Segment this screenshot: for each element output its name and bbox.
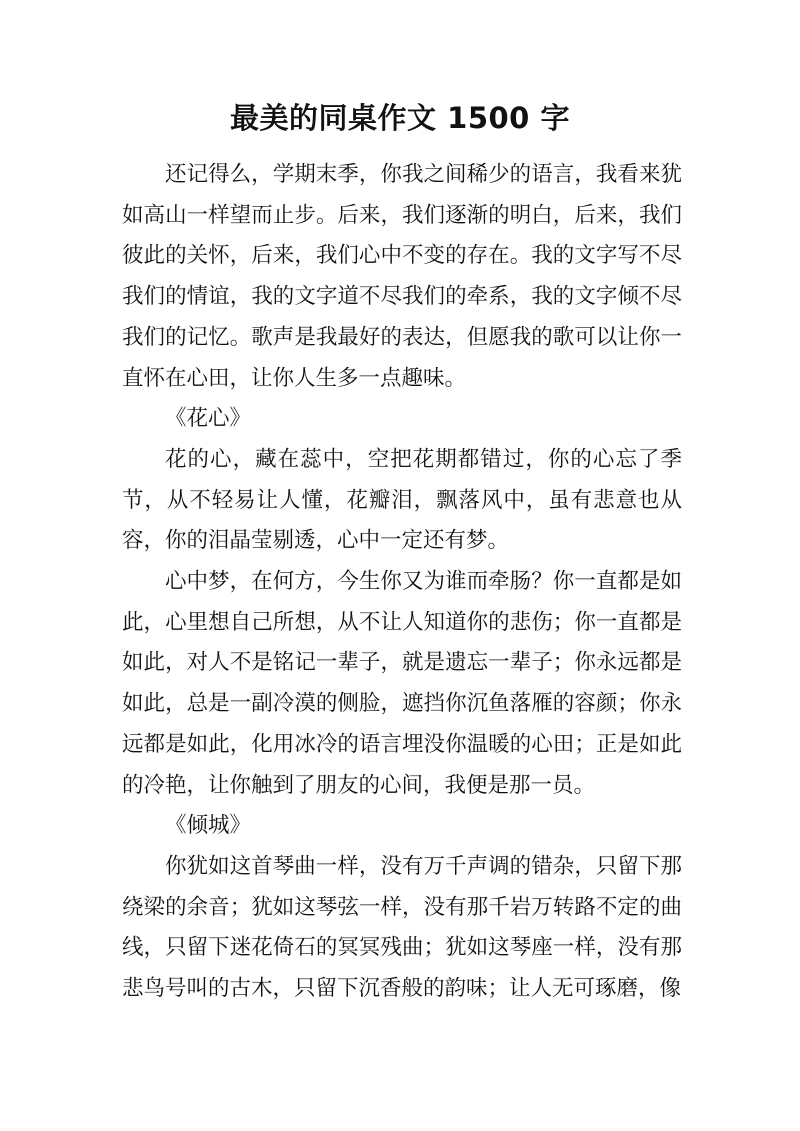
section-heading-huaxin: 《花心》 [165,406,252,432]
section-heading-qingcheng: 《倾城》 [165,813,252,839]
intro-paragraph: 还记得么，学期末季，你我之间稀少的语言，我看来犹如高山一样望而止步。后来，我们逐渐的明白，后来，我们彼此的关怀，后来，我们心中不变的存在。我的文字写不尽我们的情谊，我的文字道不尽我们的牵系，我的文字倾不尽我们的记忆。歌声是我最好的表达，但愿我的歌可以让你一直怀在心田，让你人生多一点趣味。 [122,162,682,391]
huaxin-paragraph-1: 花的心，藏在蕊中，空把花期都错过，你的心忘了季节，从不轻易让人懂，花瓣泪，飘落风中，虽有悲意也从容，你的泪晶莹剔透，心中一定还有梦。 [122,446,682,554]
document-title: 最美的同桌作文 1500 字 [230,101,570,135]
qingcheng-paragraph-1: 你犹如这首琴曲一样，没有万千声调的错杂，只留下那绕梁的余音；犹如这琴弦一样，没有那千岩万转路不定的曲线，只留下迷花倚石的冥冥残曲；犹如这琴座一样，没有那悲鸟号叫的古木，只留下沉香般的韵味；让人无可琢磨，像 [122,853,682,1002]
huaxin-paragraph-2: 心中梦，在何方，今生你又为谁而牵肠？你一直都是如此，心里想自己所想，从不让人知道你的悲伤；你一直都是如此，对人不是铭记一辈子，就是遗忘一辈子；你永远都是如此，总是一副冷漠的侧脸，遮挡你沉鱼落雁的容颜；你永远都是如此，化用冰冷的语言埋没你温暖的心田；正是如此的冷艳，让你触到了朋友的心间，我便是那一员。 [122,569,682,798]
document-body [122,155,682,1010]
